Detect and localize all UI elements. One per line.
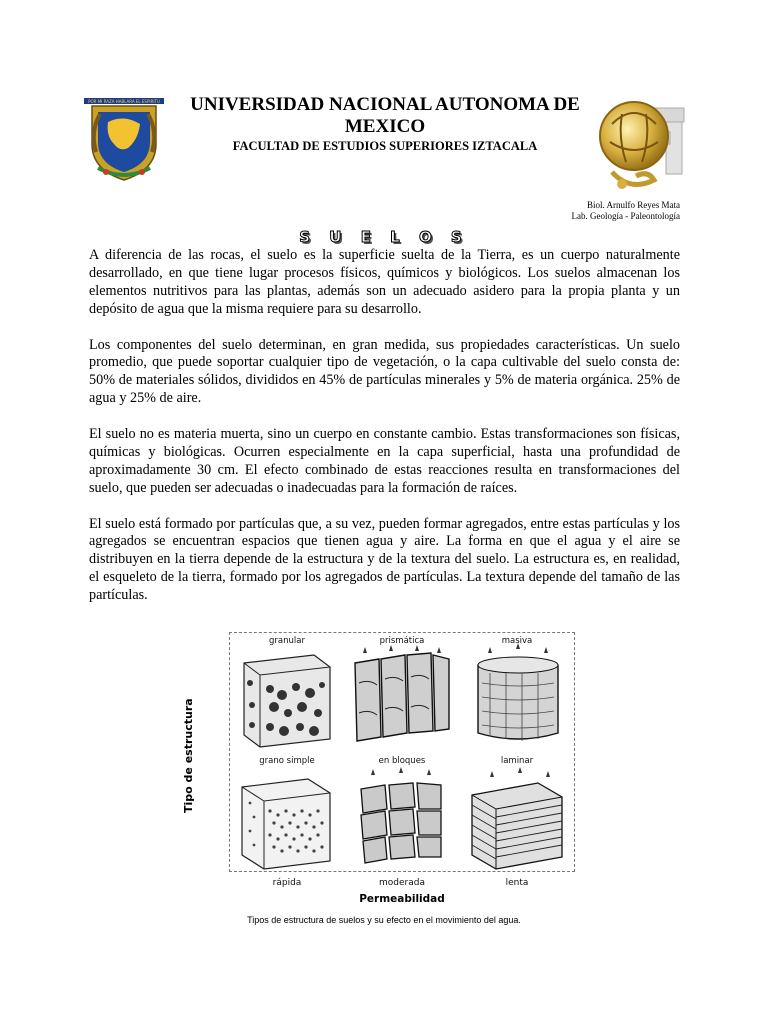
structure-cell-grano-simple <box>230 753 344 871</box>
university-name: UNIVERSIDAD NACIONAL AUTONOMA DE MEXICO <box>190 94 580 137</box>
body-text <box>89 247 680 623</box>
massive-structure-icon <box>460 633 574 751</box>
author-name: Biol. Arnulfo Reyes Mata <box>587 200 680 210</box>
figure-y-label: Tipo de estructura <box>182 698 195 813</box>
blocky-structure-icon <box>345 753 459 871</box>
faculty-name: FACULTAD DE ESTUDIOS SUPERIORES IZTACALA <box>232 139 538 153</box>
prismatic-structure-icon <box>345 633 459 751</box>
single-grain-structure-icon <box>230 753 344 871</box>
paragraph-1: A diferencia de las rocas, el suelo es la superficie suelta de la Tierra, es un cuerpo naturalmente desarrollado, en que tiene lugar procesos físicos, químicos y biológicos. Los suelos almacenan los elementos nutritivos para las plantas, además son un adecuado asidero para la propia planta y un depósito de agua que la misma requiere para su desarrollo. <box>89 247 680 317</box>
structure-cell-laminar <box>460 753 574 871</box>
structure-cell-granular <box>230 633 344 751</box>
document-title: S U E L O S <box>299 228 469 246</box>
permeability-moderada: moderada <box>379 878 425 888</box>
structure-cell-prismatica <box>345 633 459 751</box>
permeability-rapida: rápida <box>272 878 302 888</box>
structure-cell-masiva <box>460 633 574 751</box>
granular-structure-icon <box>230 633 344 751</box>
cell-label: laminar <box>500 756 534 766</box>
lab-name: Lab. Geología - Paleontología <box>571 211 680 221</box>
cell-label: prismática <box>379 636 425 646</box>
paragraph-2: Los componentes del suelo determinan, en gran medida, sus propiedades características. Un suelo promedio, que puede soportar cualquier tipo de vegetación, o la capa cultivable del suelo consta de: 50% de materiales sólidos, divididos en 45% de partículas minerales y 5% de materia orgánica. 25% de agua y 25% de aire. <box>89 336 680 407</box>
crest-ribbon-text: POR MI RAZA HABLARA EL ESPIRITU <box>88 99 160 104</box>
structure-cell-en-bloques <box>345 753 459 871</box>
unam-crest-icon <box>78 92 170 184</box>
figure-x-label: Permeabilidad <box>359 893 445 905</box>
permeability-lenta: lenta <box>505 878 529 888</box>
cell-label: grano simple <box>259 756 315 766</box>
platy-structure-icon <box>460 753 574 871</box>
cell-label: en bloques <box>378 756 426 766</box>
fes-iztacala-logo-icon <box>592 88 692 198</box>
author-block <box>572 200 680 222</box>
paragraph-4: El suelo está formado por partículas que, a su vez, pueden formar agregados, entre estas partículas y los agregados se encuentran espacios que tienen agua y aire. La forma en que el agua y el aire se distribuyen en la tierra depende de la estructura y de la textura del suelo. La estructura es, en realidad, el esqueleto de la tierra, formado por los agregados de partículas. La textura depende del tamaño de las partículas. <box>89 515 680 604</box>
cell-label: masiva <box>501 636 533 646</box>
cell-label: granular <box>269 636 305 646</box>
figure-caption: Tipos de estructura de suelos y su efecto en el movimiento del agua. <box>247 915 521 925</box>
paragraph-3: El suelo no es materia muerta, sino un cuerpo en constante cambio. Estas transformaciones son físicas, químicas y biológicas. Ocurren especialmente en la capa superficial, hasta una profundidad de aproximadamente 30 cm. El efecto combinado de estas reacciones resulta en transformaciones del suelo, que pueden ser adecuadas o inadecuadas para la formación de raíces. <box>89 426 680 496</box>
